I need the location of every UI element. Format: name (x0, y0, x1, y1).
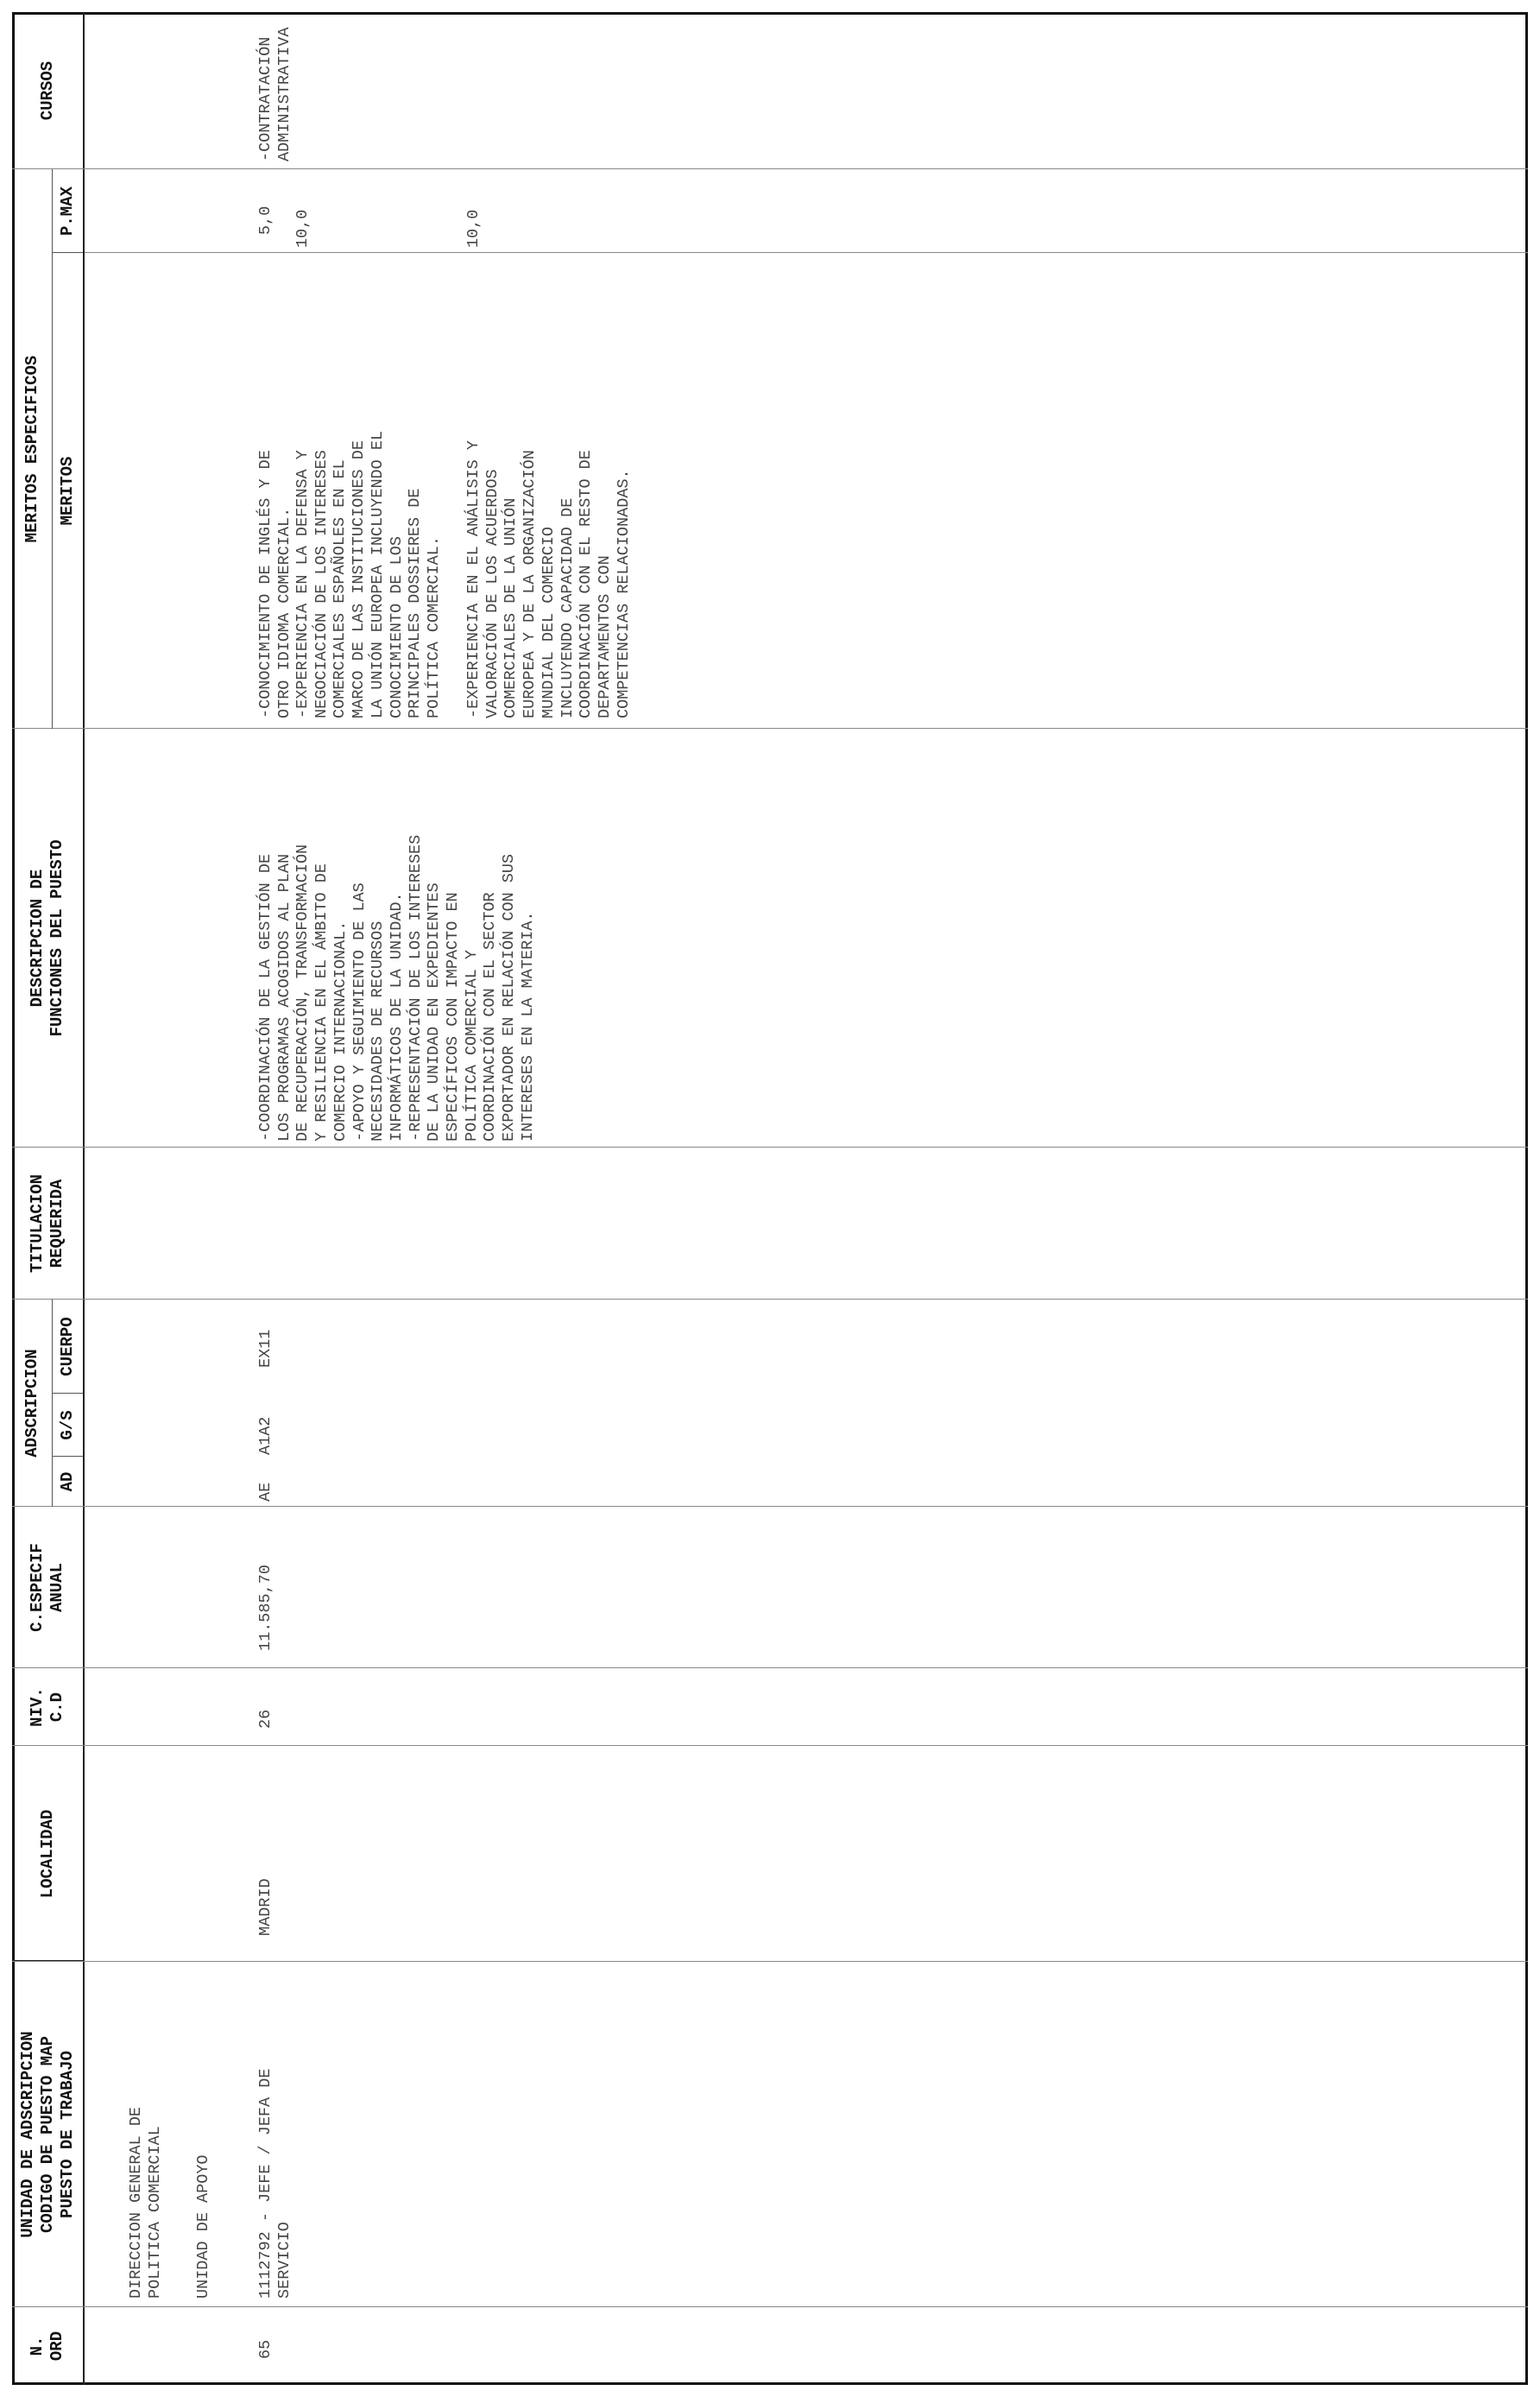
header-localidad: LOCALIDAD (37, 1809, 57, 1899)
unidad-text: UNIDAD DE APOYO (194, 2154, 212, 2299)
header-cuerpo: CUERPO (57, 1317, 77, 1376)
header-cursos: CURSOS (37, 60, 57, 121)
page-frame (12, 12, 1528, 2385)
gs-value: A1A2 (256, 1416, 275, 1455)
merito-text: -EXPERIENCIA EN LA DEFENSA Y NEGOCIACIÓN DE LOS INTERESES COMERCIALES ESPAÑOLES EN EL MARCO DE LAS INSTITUCIONES DE LA UNIÓN EUROPEA INCLUYENDO EL CONOCIMIENTO DE LOS PRINCIPALES DOSSIERES DE POLÍTICA COMERCIAL. (293, 430, 443, 718)
header-divider (83, 12, 85, 2385)
direccion-text: DIRECCION GENERAL DE POLITICA COMERCIAL (127, 2106, 164, 2299)
header-gs: G/S (57, 1410, 77, 1440)
ad-value: AE (256, 1482, 275, 1502)
c-especif-value: 11.585,70 (256, 1565, 275, 1651)
cursos-text: -CONTRATACIÓN ADMINISTRATIVA (256, 27, 293, 161)
col-sep (12, 1506, 1528, 1507)
header-meritos: MERITOS (57, 456, 77, 526)
merito-pmax: 10,0 (464, 209, 483, 248)
job-table (12, 12, 1528, 2385)
header-adscripcion: ADSCRIPCION (22, 1349, 41, 1458)
col-sep (12, 1745, 1528, 1746)
header-c-especif: C.ESPECIF ANUAL (28, 1543, 66, 1632)
header-ad: AD (57, 1471, 77, 1492)
localidad-value: MADRID (256, 1878, 275, 1936)
col-sep (12, 728, 1528, 729)
col-sep (12, 1147, 1528, 1148)
merito-pmax: 5,0 (256, 206, 275, 235)
col-sep (85, 252, 1528, 253)
header-pmax: P.MAX (57, 187, 77, 237)
col-sep (12, 1299, 1528, 1300)
n-ord-value: 65 (256, 2339, 275, 2359)
col-sep (12, 168, 1528, 169)
merito-text: -EXPERIENCIA EN EL ANÁLISIS Y VALORACIÓN DE LOS ACUERDOS COMERCIALES DE LA UNIÓN EUROPEA Y DE LA ORGANIZACIÓN MUNDIAL DEL COMERCIO INCLUYENDO CAPACIDAD DE COORDINACIÓN CON EL RESTO DE DEPARTAMENTOS CON COMPETENCIAS RELACIONADAS. (464, 440, 633, 718)
col-sep (12, 1667, 1528, 1668)
col-sep (12, 1961, 1528, 1962)
cuerpo-value: EX11 (256, 1329, 275, 1368)
puesto-text: 1112792 - JEFE / JEFA DE SERVICIO (256, 2068, 293, 2299)
nivel-value: 26 (256, 1709, 275, 1729)
header-nivel: NIV. C.D (28, 1687, 66, 1727)
descripcion-text: -COORDINACIÓN DE LA GESTIÓN DE LOS PROGRAMAS ACOGIDOS AL PLAN DE RECUPERACIÓN, TRANSFORMACIÓN Y RESILIENCIA EN EL ÁMBITO DE COMERCIO INTERNACIONAL. -APOYO Y SEGUIMIENTO DE LAS NECESIDADES DE RECURSOS INFORMÁTICOS DE LA UNIDAD. -REPRESENTACIÓN DE LOS INTERESES DE LA UNIDAD EN EXPEDIENTES ESPECÍFICOS CON IMPACTO EN POLÍTICA COMERCIAL Y COORDINACIÓN CON EL SECTOR EXPORTADOR EN RELACIÓN CON SUS INTERESES EN LA MATERIA. (256, 834, 537, 1142)
col-sep (12, 2306, 1528, 2307)
header-titulacion: TITULACION REQUERIDA (28, 1173, 66, 1274)
header-unidad: UNIDAD DE ADSCRIPCION CODIGO DE PUESTO MAP PUESTO DE TRABAJO (17, 2031, 77, 2238)
header-descripcion: DESCRIPCION DE FUNCIONES DEL PUESTO (28, 839, 66, 1037)
merito-text: -CONOCIMIENTO DE INGLÉS Y DE OTRO IDIOMA COMERCIAL. (256, 450, 293, 718)
header-meritos-especificos: MERITOS ESPECIFICOS (22, 355, 41, 543)
header-n-ord: N. ORD (28, 2331, 66, 2362)
merito-pmax: 10,0 (293, 209, 312, 248)
